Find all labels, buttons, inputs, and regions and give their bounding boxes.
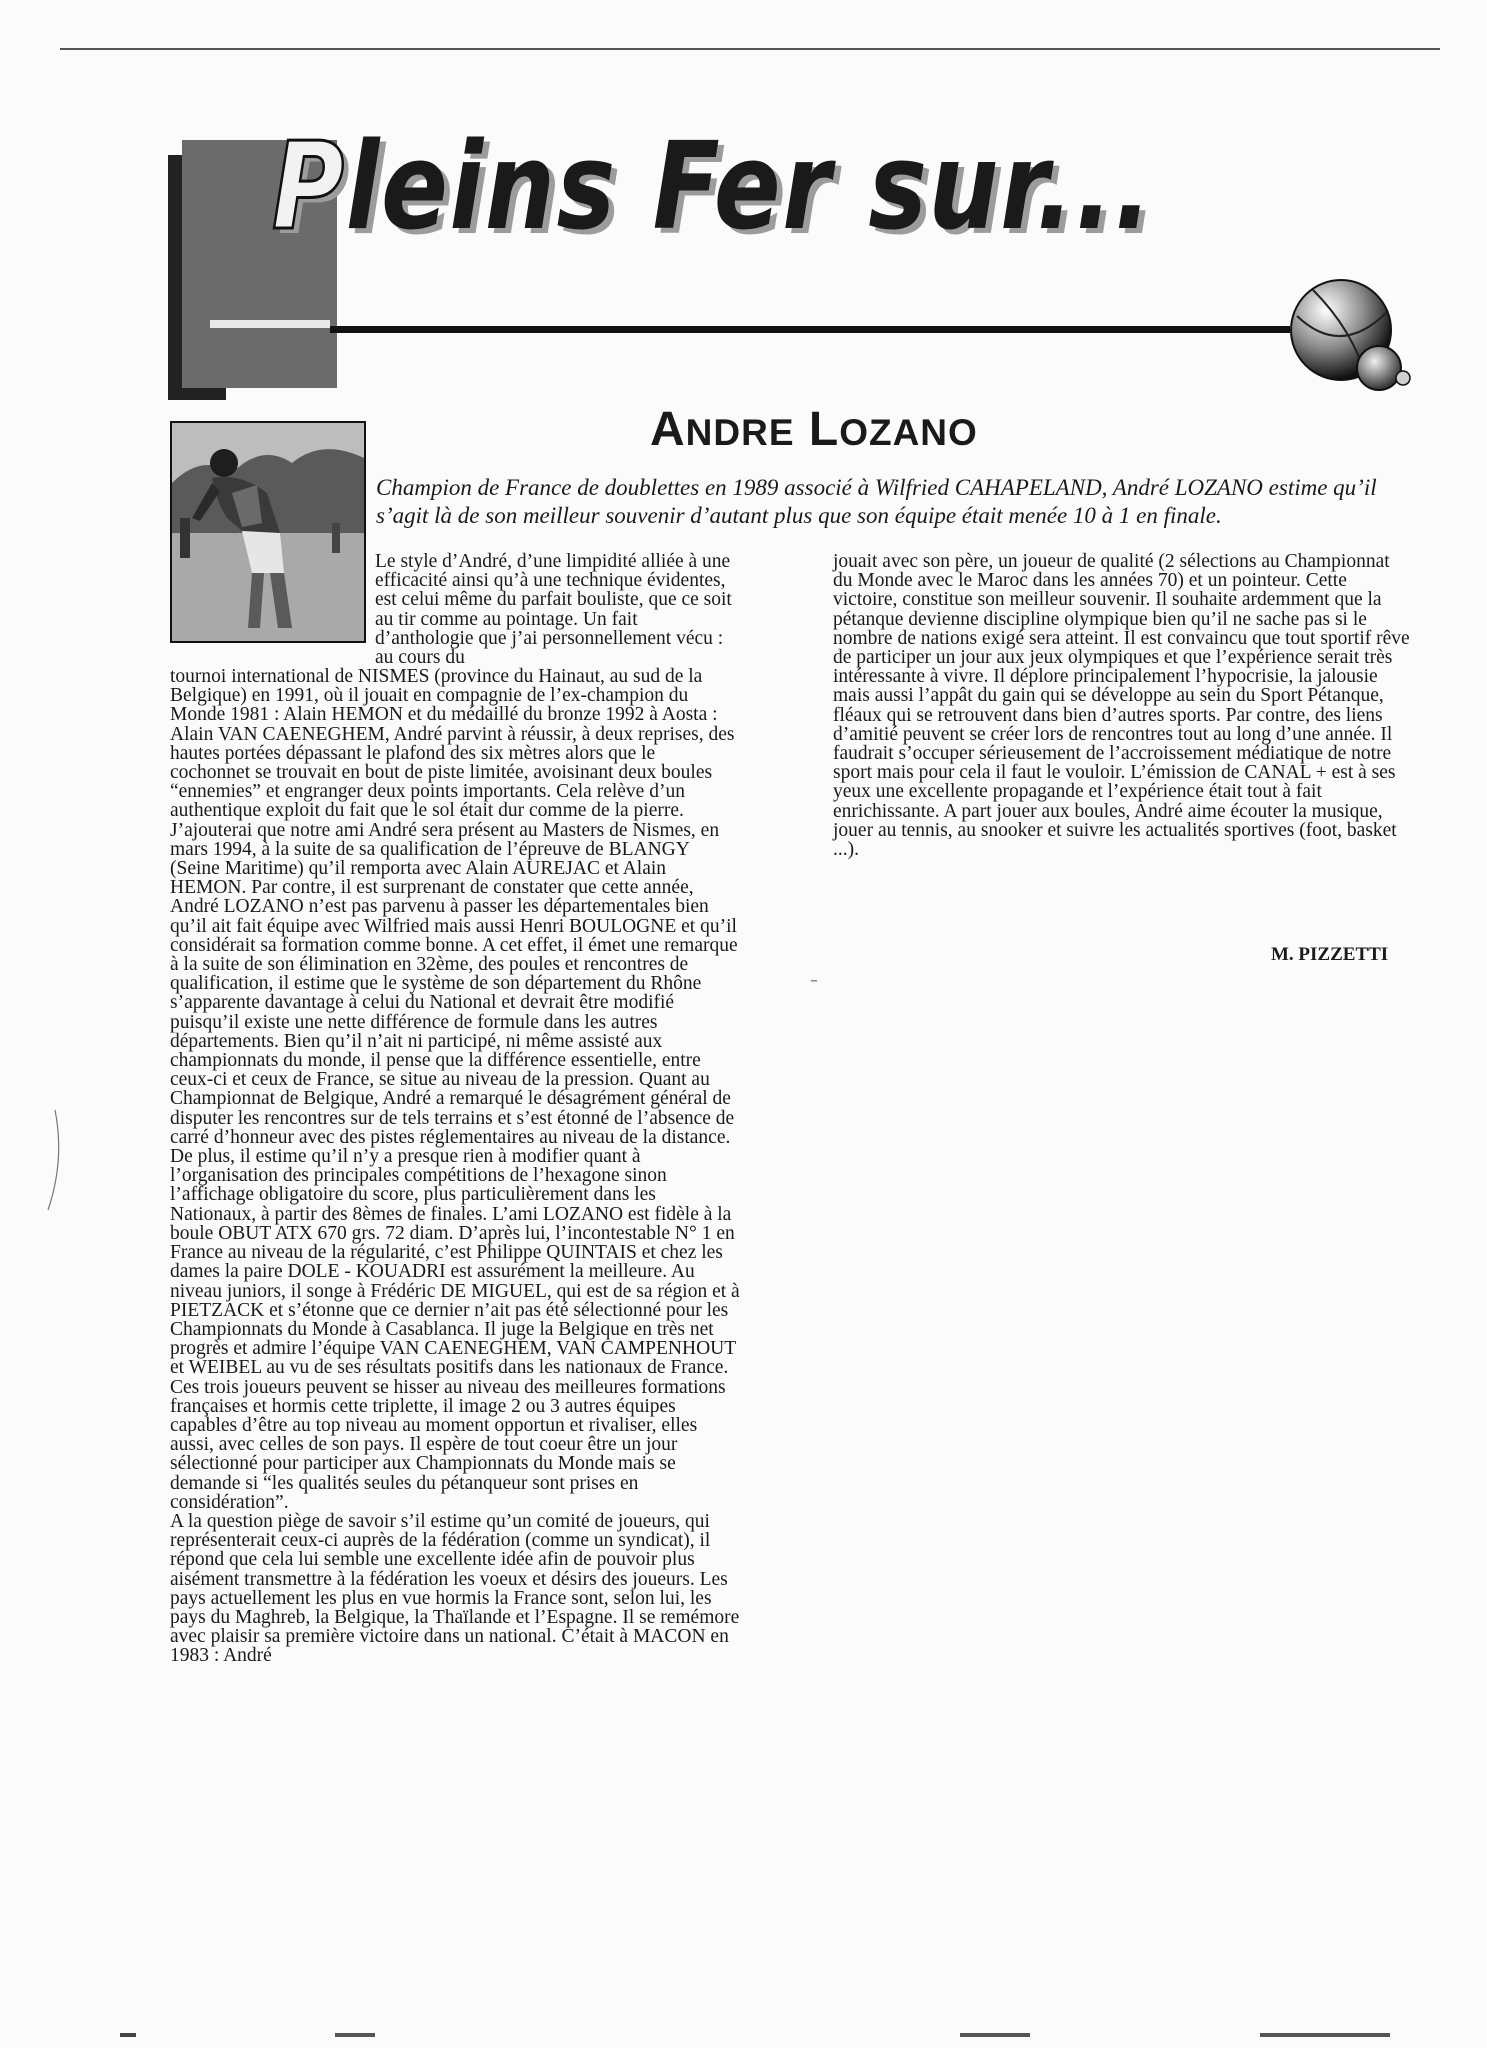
name-last-rest: OZANO: [839, 412, 978, 453]
column-1: [170, 667, 740, 1666]
banner-block-highlight: [210, 320, 330, 328]
petanque-balls-illustration: [1283, 268, 1413, 398]
column-2: [833, 552, 1413, 859]
banner-rule: [330, 326, 1290, 333]
top-rule: [60, 48, 1440, 50]
name-initial-first: A: [650, 403, 686, 456]
player-photo-image: [172, 423, 364, 641]
name-initial-last: L: [808, 403, 840, 456]
banner-title-initial: P: [272, 118, 346, 257]
name-first-rest: NDRE: [685, 412, 795, 453]
banner-title: [272, 118, 1153, 257]
article-title: [650, 402, 978, 457]
article-intro: Champion de France de doublettes en 1989 associé à Wilfried CAHAPELAND, André LOZANO estime qu’il s’agit là de son meilleur souvenir d’autant plus que son équipe était menée 10 à 1 en finale.: [376, 475, 1377, 528]
player-photo: [170, 421, 366, 643]
column-1-paragraph: tournoi international de NISMES (province du Hainaut, au sud de la Belgique) en 1991, où il jouait en compagnie de l’ex-champion du Monde 1981 : Alain HEMON et du médaillé du bronze 1992 à Aosta : Alain VAN CAENEGHEM, André parvint à réussir, à deux reprises, des hautes portées dépassant le plafond des six mètres alors que le cochonnet se trouvait en bout de piste limitée, avoisinant deux boules “ennemies” et engranger deux points importants. Cela relève d’un authentique exploit du fait que le sol était dur comme de la pierre. J’ajouterai que notre ami André sera présent au Masters de Nismes, en mars 1994, à la suite de sa qualification de l’épreuve de BLANGY (Seine Maritime) qu’il remporta avec Alain AUREJAC et Alain HEMON. Par contre, il est surprenant de constater que cette année, André LOZANO n’est pas parvenu à passer les départementales bien qu’il ait fait équipe avec Wilfried mais aussi Henri BOULOGNE et qu’il considérait sa formation comme bonne. A cet effet, il émet une remarque à la suite de son élimination en 32ème, des poules et rencontres de qualification, il estime que le système de son département du Rhône s’apparente davantage à celui du National et devrait être modifié puisqu’il existe une nette différence de formule dans les autres départements. Bien qu’il n’ait ni participé, ni même assisté aux championnats du monde, il pense que la différence essentielle, entre ceux-ci et ceux de France, se situe au niveau de la pression. Quant au Championnat de Belgique, André a remarqué le désagrément général de disputer les rencontres sur de tels terrains et s’est étonné de l’absence de carré d’honneur avec des pistes réglementaires au niveau de la distance. De plus, il estime qu’il n’y a presque rien à modifier quant à l’organisation des principales compétitions de l’hexagone sinon l’affichage obligatoire du score, plus particulièrement dans les Nationaux, à partir des 8èmes de finales. L’ami LOZANO est fidèle à la boule OBUT ATX 670 grs. 72 diam. D’après lui, l’incontestable N° 1 en France au niveau de la régularité, c’est Philippe QUINTAIS et chez les dames la paire DOLE - KOUADRI est assurément la meilleure. Au niveau juniors, il songe à Frédéric DE MIGUEL, qui est de sa région et à PIETZACK et s’étonne que ce dernier n’ait pas été sélectionné pour les Championnats du Monde à Casablanca. Il juge la Belgique en très net progrès et admire l’équipe VAN CAENEGHEM, VAN CAMPENHOUT et WEIBEL au vu de ses résultats positifs dans les nationaux de France. Ces trois joueurs peuvent se hisser au niveau des meilleures formations françaises et hormis cette triplette, il image 2 ou 3 autres équipes capables d’être au top niveau au moment opportun et rivaliser, elles aussi, avec celles de son pays. Il espère de tout coeur être un jour sélectionné pour participer aux Championnats du Monde mais se demande si “les qualités seules du pétanqueur sont prises en considération”.: [170, 666, 740, 1513]
author-signature: M. PIZZETTI: [1271, 944, 1389, 965]
column-1-paragraph: A la question piège de savoir s’il estime qu’un comité de joueurs, qui représenterait ceux-ci auprès de la fédération (comme un syndicat), il répond que cela lui semble une excellente idée afin de pouvoir plus aisément transmettre à la fédération les voeux et désirs des joueurs. Les pays actuellement les plus en vue hormis la France sont, selon lui, les pays du Maghreb, la Belgique, la Thaïlande et l’Espagne. Il se remémore avec plaisir sa première victoire dans un national. C’était à MACON en 1983 : André: [170, 1510, 740, 1667]
column-2-text: jouait avec son père, un joueur de qualité (2 sélections au Championnat du Monde avec le Maroc dans les années 70) et un pointeur. Cette victoire, constitue son meilleur souvenir. Il souhaite ardemment que la pétanque devienne discipline olympique bien qu’il ne sache pas si le nombre de nations exigé sera atteint. Il est convaincu que tout sportif rêve de participer un jour aux jeux olympiques et que l’expérience serait très intéressante à vivre. Il déplore principalement l’hypocrisie, la jalousie mais aussi l’appât du gain qui se développe au sein du Sport Pétanque, fléaux qui se retrouvent dans bien d’autres sports. Par contre, des liens d’amitié peuvent se créer lors de rencontres tout au long d’une année. Il faudrait s’occuper sérieusement de l’accroissement médiatique de notre sport mais pour cela il faut le vouloir. L’émission de CANAL + est à ses yeux une excellente propagande et l’expérience était tout à fait enrichissante. A part jouer aux boules, André aime écouter la musique, jouer au tennis, au snooker et suivre les actualités sportives (foot, basket ...).: [833, 551, 1410, 861]
column-1-top: [375, 552, 735, 667]
banner-title-rest: leins Fer sur...: [345, 118, 1154, 257]
column-1-top-text: Le style d’André, d’une limpidité alliée à une efficacité ainsi qu’à une technique évidentes, est celui même du parfait bouliste, que ce soit au tir comme au pointage. Un fait d’anthologie que j’ai personnellement vécu : au cours du: [375, 551, 732, 669]
